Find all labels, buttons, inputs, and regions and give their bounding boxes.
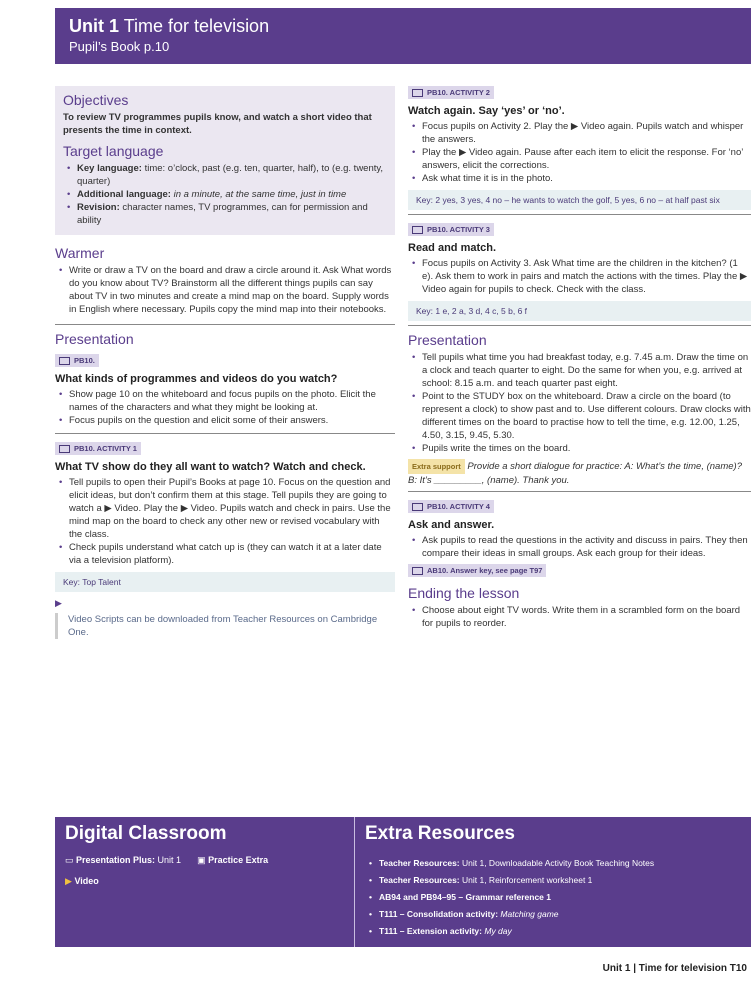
list-item: • Pupils write the times on the board.	[408, 442, 751, 455]
video-scripts-note: Video Scripts can be downloaded from Teacher Resources on Cambridge One.	[55, 613, 395, 639]
activity4-heading: Ask and answer.	[408, 519, 495, 531]
list-item: • Focus pupils on Activity 3. Ask What time are the children in the kitchen? (1 e). Ask them to work in pairs and match the actions with the times. Play the ▶ Video again for pupils to check. Check with the class.	[408, 257, 751, 296]
book-icon	[412, 226, 423, 234]
right-column	[408, 86, 751, 630]
book-icon	[59, 445, 70, 453]
digital-heading: Digital Classroom	[65, 823, 227, 844]
activity2-key: Key: 2 yes, 3 yes, 4 no – he wants to watch the golf, 5 yes, 6 no – at half past six	[408, 190, 751, 210]
list-item: • Additional language: in a minute, at the same time, just in time	[63, 188, 387, 201]
list-item: • AB94 and PB94–95 – Grammar reference 1	[365, 889, 741, 906]
resources-panel	[55, 817, 751, 947]
page-footer: Unit 1 | Time for television T10	[602, 963, 747, 974]
list-item: • Focus pupils on Activity 2. Play the ▶ Video again. Pupils watch and whisper the answers.	[408, 120, 751, 146]
list-item: • Teacher Resources: Unit 1, Reinforcement worksheet 1	[365, 872, 741, 889]
presentation-heading-left: Presentation	[55, 331, 134, 347]
extra-heading: Extra Resources	[365, 823, 515, 844]
objectives-heading: Objectives	[63, 92, 129, 108]
video-link[interactable]: ▶ Video	[65, 876, 99, 886]
activity2-heading: Watch again. Say ‘yes’ or ‘no’.	[408, 105, 565, 117]
list-item: • Revision: character names, TV programmes, can for permission and ability	[63, 201, 387, 227]
warmer-text: • Write or draw a TV on the board and draw a circle around it. Ask What words do you know about TV? Brainstorm all the different things pupils can say about TV in two minutes and create a mind map on the board. Supply words in English where necessary. Pupils copy the mind map into their notebooks.	[55, 264, 395, 316]
activity2-tag: PB10. ACTIVITY 2	[408, 86, 494, 99]
unit-subtitle: Pupil’s Book p.10	[69, 39, 170, 54]
book-icon	[59, 357, 70, 365]
video-play-icon: ▶	[55, 598, 62, 608]
list-item: • Choose about eight TV words. Write them in a scrambled form on the board for pupils to reorder.	[408, 604, 751, 630]
presentation-heading-right: Presentation	[408, 332, 487, 348]
target-language-list	[63, 162, 387, 227]
warmer-heading: Warmer	[55, 245, 105, 261]
activity3-tag: PB10. ACTIVITY 3	[408, 223, 494, 236]
list-item: • Key language: time: o’clock, past (e.g. ten, quarter, half), to (e.g. twenty, quarter)	[63, 162, 387, 188]
book-icon	[412, 89, 423, 97]
activity3-key: Key: 1 e, 2 a, 3 d, 4 c, 5 b, 6 f	[408, 301, 751, 321]
target-language-heading: Target language	[63, 143, 164, 159]
list-item: • Ask pupils to read the questions in the activity and discuss in pairs. They then compare their ideas in small groups. Ask each group for their ideas.	[408, 534, 751, 560]
list-item: • Point to the STUDY box on the whiteboard. Draw a circle on the board (to represent a clock) to show past and to. Use different colours. Draw clocks with different times on the board to practise how to tell the time, e.g. 12.00, 1.25, 4.50, 3.15, 9.45, 5.30.	[408, 390, 751, 442]
extra-support-note: Extra support Provide a short dialogue for practice: A: What’s the time, (name)? B: It’s _________, (name). Thank you.	[408, 461, 742, 486]
list-item: • Tell pupils what time you had breakfast today, e.g. 7.45 a.m. Draw the time on a clock and teach quarter to eight. Do the same for when you, e.g. arrived at school: 8.15 a.m. and teach quarter past eight.	[408, 351, 751, 390]
presentation-plus-link[interactable]: ▭ Presentation Plus: Unit 1	[65, 855, 182, 865]
objectives-box	[55, 86, 395, 235]
list-item: • Show page 10 on the whiteboard and focus pupils on the photo. Elicit the names of the characters and what they might be looking at.	[55, 388, 395, 414]
list-item: • Focus pupils on the question and elicit some of their answers.	[55, 414, 395, 427]
objectives-text: To review TV programmes pupils know, and watch a short video that presents the time in context.	[63, 112, 372, 136]
activity3-heading: Read and match.	[408, 242, 497, 254]
list-item: • Play the ▶ Video again. Pause after each item to elicit the response. For ‘no’ answers, elicit the corrections.	[408, 146, 751, 172]
activity4-tag: PB10. ACTIVITY 4	[408, 500, 494, 513]
list-item: • Tell pupils to open their Pupil’s Books at page 10. Focus on the question and elicit ideas, but don’t confirm them at this stage. Tell pupils they are going to watch a ▶ Video. Play the ▶ Video. Pupils watch and check in pairs. Use the mind map on the board to check any other new or revised vocabulary with the class.	[55, 476, 395, 541]
extra-resources	[355, 817, 751, 947]
pb10-tag: PB10.	[55, 354, 99, 367]
activity1-heading: What TV show do they all want to watch? Watch and check.	[55, 461, 366, 473]
ab10-tag: AB10. Answer key, see page T97	[408, 564, 546, 577]
presentation-question: What kinds of programmes and videos do you watch?	[55, 373, 338, 385]
page-header	[55, 8, 751, 64]
ending-heading: Ending the lesson	[408, 585, 520, 601]
unit-title: Unit 1 Time for television	[69, 16, 270, 36]
list-item: • T111 – Consolidation activity: Matching game	[365, 906, 741, 923]
left-column	[55, 86, 395, 639]
practice-extra-link[interactable]: ▣ Practice Extra	[197, 855, 269, 865]
digital-classroom	[55, 817, 355, 947]
list-item: • Teacher Resources: Unit 1, Downloadable Activity Book Teaching Notes	[365, 855, 741, 872]
list-item: • T111 – Extension activity: My day	[365, 923, 741, 940]
activity1-key: Key: Top Talent	[55, 572, 395, 592]
activity1-tag: PB10. ACTIVITY 1	[55, 442, 141, 455]
play-icon: ▶	[65, 876, 72, 886]
book-icon	[412, 567, 423, 575]
book-icon	[412, 503, 423, 511]
list-item: • Ask what time it is in the photo.	[408, 172, 751, 185]
list-item: • Check pupils understand what catch up is (they can watch it at a later date via a television platform).	[55, 541, 395, 567]
extra-support-badge: Extra support	[408, 459, 465, 474]
